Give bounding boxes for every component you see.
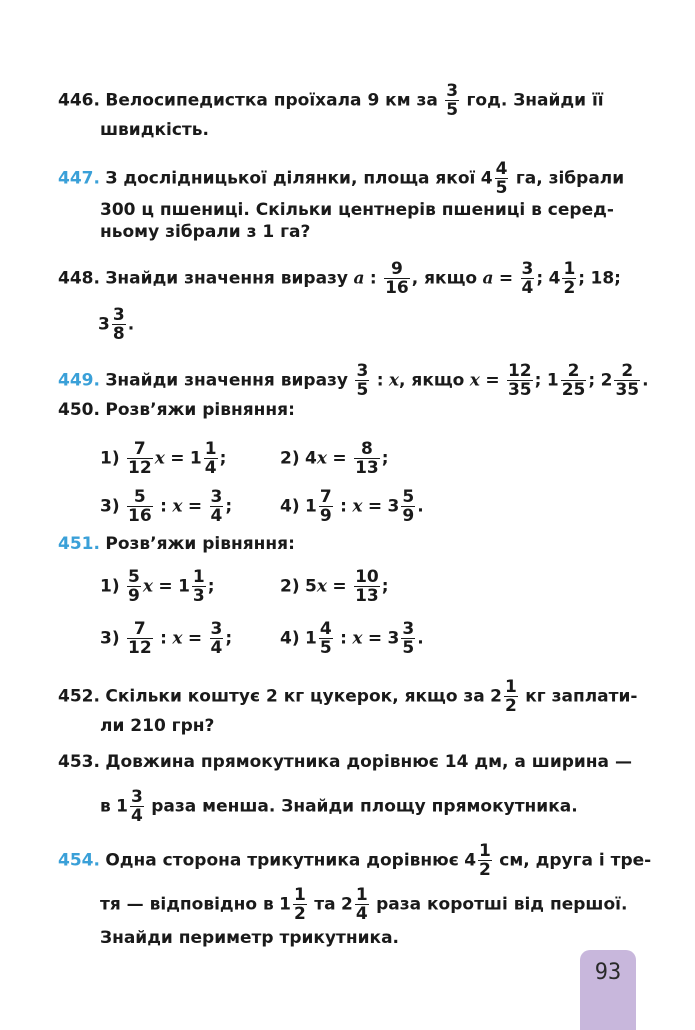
problem-text: Розв’яжи рівняння: (105, 400, 295, 420)
equals: = (187, 628, 203, 649)
problem-453-line-1 (58, 752, 632, 772)
problem-text: Одна сторона трикутника дорівнює (105, 850, 459, 871)
separator: ; (381, 576, 389, 597)
problem-446-line-1 (58, 82, 604, 119)
fraction: $\frac{3}{5}$ (446, 81, 459, 120)
problem-452-line-1 (58, 678, 637, 715)
fraction: $\frac{3}{5}$ (402, 619, 415, 658)
mixed-whole: 2 (490, 686, 503, 707)
variable: x (316, 576, 327, 597)
problem-text: раза менша. Знайди площу прямокутника. (151, 796, 578, 817)
fraction: $\frac{1}{2}$ (563, 259, 576, 298)
period: . (642, 370, 649, 391)
variable: x (142, 576, 153, 597)
fraction: $\frac{2}{35}$ (615, 361, 640, 400)
equation-450-2 (280, 440, 389, 477)
item-label: 4) (280, 496, 300, 517)
problem-number: 449. (58, 370, 100, 391)
equals: = (367, 628, 383, 649)
mixed-whole: 2 (341, 894, 353, 915)
equals: = (485, 370, 500, 391)
coefficient: 5 (305, 576, 317, 597)
mixed-whole: 4 (464, 850, 477, 871)
problem-number: 446. (58, 90, 100, 111)
problem-450-title (58, 400, 295, 420)
variable: a (482, 268, 494, 289)
mixed-whole: 1 (116, 796, 129, 817)
fraction: $\frac{1}{3}$ (192, 567, 205, 606)
fraction: $\frac{5}{9}$ (128, 567, 140, 606)
variable: a (353, 268, 365, 289)
problem-number: 451. (58, 534, 100, 554)
equation-451-2 (280, 568, 389, 605)
mixed-whole: 1 (178, 576, 190, 597)
fraction: $\frac{9}{16}$ (385, 259, 409, 298)
fraction: $\frac{5}{9}$ (402, 487, 415, 526)
mixed-whole: 1 (305, 628, 317, 649)
fraction: $\frac{12}{35}$ (507, 361, 532, 400)
problem-number: 454. (58, 850, 100, 871)
problem-text: , якщо (399, 370, 465, 391)
equation-450-3 (100, 488, 232, 525)
separator: ; (225, 628, 233, 649)
separator: ; (534, 370, 542, 391)
fraction: $\frac{3}{4}$ (521, 259, 534, 298)
equals: = (332, 576, 347, 597)
fraction: $\frac{1}{4}$ (355, 885, 368, 924)
problem-number: 450. (58, 400, 100, 420)
problem-text: год. Знайди її (466, 90, 604, 111)
problem-text: Розв’яжи рівняння: (105, 534, 295, 554)
problem-number: 447. (58, 168, 100, 189)
separator: ; (578, 268, 586, 289)
problem-text: , якщо (411, 268, 478, 289)
problem-448-line-1 (58, 260, 621, 297)
problem-454-line-3: Знайди периметр трикутника. (100, 928, 400, 948)
variable: x (154, 448, 165, 469)
page-number: 93 (594, 960, 622, 985)
item-label: 2) (280, 576, 300, 597)
fraction: $\frac{1}{2}$ (479, 841, 491, 880)
item-label: 4) (280, 628, 300, 649)
equals: = (187, 496, 203, 517)
equation-450-4 (280, 488, 424, 525)
variable: x (352, 628, 363, 649)
variable: x (352, 496, 363, 517)
problem-454-line-2 (100, 886, 627, 923)
mixed-whole: 4 (480, 168, 493, 189)
mixed-whole: 1 (305, 496, 317, 517)
equals: = (498, 268, 514, 289)
problem-text: Велосипедистка проїхала 9 км за (105, 90, 438, 111)
item-label: 1) (100, 576, 120, 597)
mixed-whole: 3 (98, 314, 110, 335)
problem-text: тя — відповідно в (100, 894, 274, 915)
value: 18; (590, 268, 621, 289)
problem-447-line-2: 300 ц пшениці. Скільки центнерів пшениці в серед- (100, 200, 614, 220)
fraction: $\frac{3}{5}$ (356, 361, 369, 400)
fraction: $\frac{7}{12}$ (128, 439, 152, 478)
mixed-whole: 3 (387, 628, 400, 649)
problem-text: Знайди значення виразу (105, 268, 349, 289)
colon: : (340, 628, 347, 649)
period: . (417, 496, 424, 517)
colon: : (369, 268, 377, 289)
equals: = (170, 448, 185, 469)
fraction: $\frac{3}{4}$ (131, 787, 143, 826)
fraction: $\frac{1}{2}$ (505, 677, 517, 716)
mixed-whole: 1 (189, 448, 202, 469)
mixed-whole: 4 (548, 268, 561, 289)
colon: : (340, 496, 347, 517)
colon: : (160, 496, 167, 517)
fraction: $\frac{1}{2}$ (294, 885, 306, 924)
separator: ; (225, 496, 233, 517)
colon: : (160, 628, 167, 649)
period: . (127, 314, 135, 335)
variable: x (316, 448, 327, 469)
item-label: 3) (100, 496, 120, 517)
problem-453-line-2 (100, 788, 578, 825)
variable: x (388, 370, 400, 391)
fraction: $\frac{4}{5}$ (495, 159, 508, 198)
fraction: $\frac{5}{16}$ (128, 487, 152, 526)
colon: : (376, 370, 384, 391)
problem-number: 453. (58, 752, 100, 772)
equation-451-1 (100, 568, 215, 605)
problem-451-title (58, 534, 295, 554)
fraction: $\frac{2}{25}$ (561, 361, 586, 400)
fraction: $\frac{3}{4}$ (210, 487, 223, 526)
problem-text: та (314, 894, 336, 915)
coefficient: 4 (305, 448, 317, 469)
problem-text: в (100, 796, 111, 817)
mixed-whole: 3 (387, 496, 400, 517)
variable: x (172, 628, 183, 649)
problem-text: см, друга і тре- (499, 850, 652, 871)
fraction: $\frac{10}{13}$ (355, 567, 379, 606)
mixed-whole: 1 (279, 894, 292, 915)
fraction: $\frac{7}{9}$ (319, 487, 332, 526)
period: . (417, 628, 424, 649)
item-label: 1) (100, 448, 120, 469)
variable: x (172, 496, 183, 517)
equation-450-1 (100, 440, 226, 477)
separator: ; (219, 448, 227, 469)
equals: = (367, 496, 383, 517)
equation-451-3 (100, 620, 232, 657)
problem-447-line-3: ньому зібрали з 1 га? (100, 222, 311, 242)
equals: = (332, 448, 347, 469)
item-label: 3) (100, 628, 120, 649)
problem-447-line-1 (58, 160, 624, 197)
separator: ; (588, 370, 596, 391)
separator: ; (381, 448, 389, 469)
problem-text: Довжина прямокутника дорівнює 14 дм, а ширина — (105, 752, 632, 772)
problem-text: раза коротші від першої. (376, 894, 628, 915)
problem-448-line-2 (98, 306, 134, 343)
mixed-whole: 1 (546, 370, 559, 391)
variable: x (469, 370, 480, 391)
fraction: $\frac{1}{4}$ (204, 439, 217, 478)
item-label: 2) (280, 448, 300, 469)
equation-451-4 (280, 620, 424, 657)
problem-text: кг заплати- (525, 686, 638, 707)
fraction: $\frac{3}{4}$ (210, 619, 223, 658)
problem-text: З дослідницької ділянки, площа якої (105, 168, 476, 189)
problem-454-line-1 (58, 842, 651, 879)
page-number-tab (580, 950, 636, 1030)
fraction: $\frac{7}{12}$ (128, 619, 152, 658)
problem-number: 452. (58, 686, 100, 707)
fraction: $\frac{4}{5}$ (319, 619, 332, 658)
equals: = (158, 576, 173, 597)
fraction: $\frac{8}{13}$ (355, 439, 379, 478)
problem-446-line-2: швидкість. (100, 120, 209, 140)
separator: ; (207, 576, 215, 597)
problem-text: Знайди значення виразу (105, 370, 349, 391)
problem-text: га, зібрали (515, 168, 625, 189)
problem-452-line-2: ли 210 грн? (100, 716, 215, 736)
separator: ; (536, 268, 544, 289)
fraction: $\frac{3}{8}$ (112, 305, 125, 344)
mixed-whole: 2 (600, 370, 613, 391)
problem-text: Скільки коштує 2 кг цукерок, якщо за (105, 686, 485, 707)
problem-449-line-1 (58, 362, 649, 399)
problem-number: 448. (58, 268, 100, 289)
